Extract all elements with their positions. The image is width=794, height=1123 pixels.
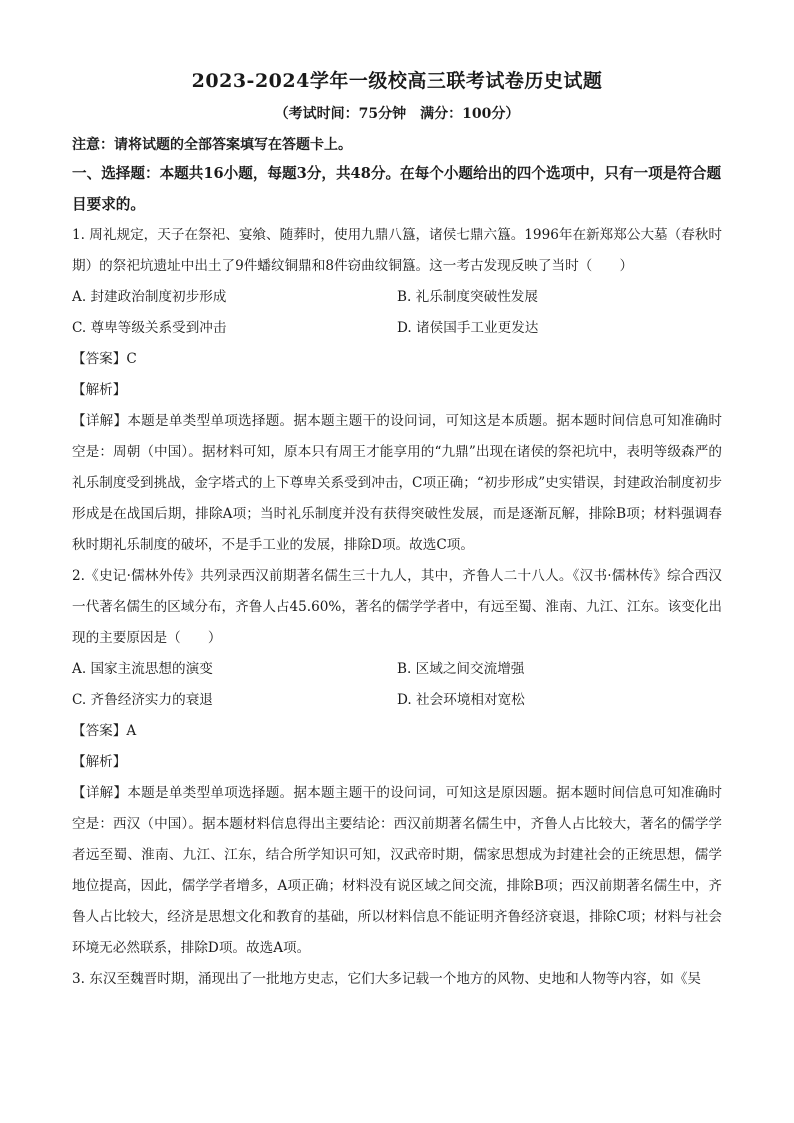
question-1 — [72, 220, 722, 561]
option-c: C. 齐鲁经济实力的衰退 — [72, 692, 213, 708]
section-heading: 一、选择题：本题共16小题，每题3分，共48分。在每个小题给出的四个选项中，只有一项是符合题目要求的。 — [72, 165, 722, 213]
option-a: A. 国家主流思想的演变 — [72, 661, 213, 677]
question-stem: 2.《史记·儒林外传》共列录西汉前期著名儒生三十九人，其中，齐鲁人二十八人。《汉书·儒林传》综合西汉一代著名儒生的区域分布，齐鲁人占45.60%，著名的儒学学者中，有远至蜀、淮南、九江、江东。该变化出现的主要原因是（ ） — [72, 568, 722, 646]
detail-label: 【详解】 — [72, 785, 128, 801]
answer-value: A — [126, 723, 137, 739]
analysis-label: 【解析】 — [72, 754, 127, 770]
detail-label: 【详解】 — [72, 413, 128, 429]
detail-text: 本题是单类型单项选择题。据本题主题干的设问词，可知这是原因题。据本题时间信息可知准确时空是：西汉（中国）。据本题材料信息得出主要结论：西汉前期著名儒生中，齐鲁人占比较大，著名的儒学学者远至蜀、淮南、九江、江东，结合所学知识可知，汉武帝时期，儒家思想成为封建社会的正统思想，儒学地位提高，因此，儒学学者增多，A项正确；材料没有说区域之间交流，排除B项；西汉前期著名儒生中，齐鲁人占比较大，经济是思想文化和教育的基础，所以材料信息不能证明齐鲁经济衰退，排除C项；材料与社会环境无必然联系，排除D项。故选A项。 — [72, 785, 723, 956]
exam-page — [72, 68, 722, 995]
answer-line — [72, 716, 722, 747]
options — [72, 654, 722, 716]
question-3 — [72, 964, 722, 995]
notice: 注意：请将试题的全部答案填写在答题卡上。 — [72, 137, 352, 153]
exam-info: （考试时间：75分钟 满分：100分） — [274, 106, 520, 122]
page-title: 2023-2024学年一级校高三联考试卷历史试题 — [191, 70, 603, 92]
question-stem: 1. 周礼规定，天子在祭祀、宴飨、随葬时，使用九鼎八簋，诸侯七鼎六簋。1996年在新郑郑公大墓（春秋时期）的祭祀坑遗址中出土了9件蟠纹铜鼎和8件窃曲纹铜簋。这一考古发现反映了当时（ ） — [72, 227, 723, 274]
question-2 — [72, 561, 722, 964]
option-a: A. 封建政治制度初步形成 — [72, 289, 227, 305]
answer-label: 【答案】 — [72, 351, 127, 367]
option-b: B. 礼乐制度突破性发展 — [397, 289, 538, 305]
option-b: B. 区域之间交流增强 — [397, 661, 525, 677]
analysis-label: 【解析】 — [72, 382, 127, 398]
answer-line — [72, 344, 722, 375]
detail-text: 本题是单类型单项选择题。据本题主题干的设问词，可知这是本质题。据本题时间信息可知准确时空是：周朝（中国）。据材料可知，原本只有周王才能享用的“九鼎”出现在诸侯的祭祀坑中，表明等级森严的礼乐制度受到挑战，金字塔式的上下尊卑关系受到冲击，C项正确；“初步形成”史实错误，封建政治制度初步形成是在战国后期，排除A项；当时礼乐制度并没有获得突破性发展，而是逐渐瓦解，排除B项；材料强调春秋时期礼乐制度的破坏，不是手工业的发展，排除D项。故选C项。 — [72, 413, 723, 553]
detail-paragraph — [72, 406, 722, 561]
detail-paragraph — [72, 778, 722, 964]
question-stem: 3. 东汉至魏晋时期，涌现出了一批地方史志，它们大多记载一个地方的风物、史地和人物等内容，如《吴 — [72, 971, 702, 987]
options — [72, 282, 722, 344]
answer-label: 【答案】 — [72, 723, 127, 739]
option-c: C. 尊卑等级关系受到冲击 — [72, 320, 227, 336]
option-d: D. 社会环境相对宽松 — [397, 692, 525, 708]
answer-value: C — [126, 351, 137, 367]
option-d: D. 诸侯国手工业更发达 — [397, 320, 539, 336]
